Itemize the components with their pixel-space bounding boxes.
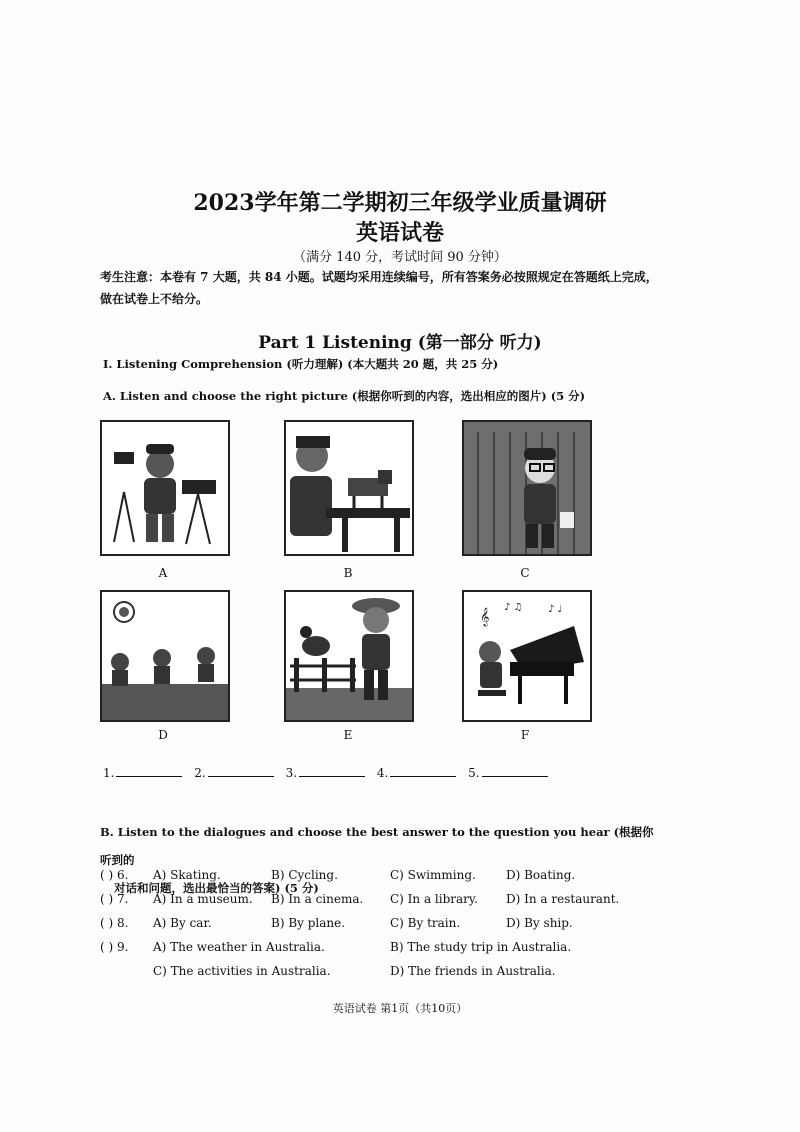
question-9-option-b[interactable]: B) The study trip in Australia. bbox=[390, 940, 572, 954]
question-7-number: ( ) 7. bbox=[100, 892, 129, 906]
section-b-line2: 对话和问题，选出最恰当的答案) (5 分) bbox=[114, 881, 319, 895]
picture-label-c: C bbox=[520, 566, 530, 580]
question-6-option-b[interactable]: B) Cycling. bbox=[271, 868, 338, 882]
picture-label-d: D bbox=[158, 728, 168, 742]
question-9-option-a[interactable]: A) The weather in Australia. bbox=[153, 940, 325, 954]
answer-blank-4[interactable] bbox=[390, 766, 456, 777]
section-heading: I. Listening Comprehension (听力理解) (本大题共 20 题，共 25 分) bbox=[103, 357, 499, 371]
robot-dog-illustration bbox=[286, 422, 412, 554]
question-9-number: ( ) 9. bbox=[100, 940, 129, 954]
cameraman-illustration bbox=[102, 422, 228, 554]
part-title: Part 1 Listening (第一部分 听力) bbox=[258, 333, 542, 353]
blank-label: 4. bbox=[376, 766, 389, 780]
picture-label-b: B bbox=[343, 566, 353, 580]
question-8-option-d[interactable]: D) By ship. bbox=[506, 916, 573, 930]
question-9-option-c[interactable]: C) The activities in Australia. bbox=[153, 964, 331, 978]
exam-score-time: （满分 140 分，考试时间 90 分钟） bbox=[293, 250, 507, 265]
svg-text:♪ ♩: ♪ ♩ bbox=[548, 604, 563, 615]
blank-label: 2. bbox=[194, 766, 206, 780]
picture-e bbox=[284, 590, 414, 722]
picture-d bbox=[100, 590, 230, 722]
picture-label-e: E bbox=[343, 728, 353, 742]
page-footer: 英语试卷 第1页（共10页） bbox=[332, 1002, 468, 1015]
question-7-option-d[interactable]: D) In a restaurant. bbox=[506, 892, 620, 906]
blank-label: 3. bbox=[285, 766, 298, 780]
section-a-heading: A. Listen and choose the right picture (根据你听到的内容，选出相应的图片) (5 分) bbox=[103, 389, 586, 403]
section-b-line1: B. Listen to the dialogues and choose the best answer to the question you hear (根据你听到的 bbox=[100, 825, 654, 867]
answer-blanks bbox=[103, 766, 556, 780]
fence-painter-illustration bbox=[464, 422, 590, 554]
answer-blank-1[interactable] bbox=[116, 766, 182, 777]
answer-blank-3[interactable] bbox=[299, 766, 365, 777]
blank-label: 1. bbox=[103, 766, 115, 780]
question-6-option-d[interactable]: D) Boating. bbox=[506, 868, 576, 882]
question-6-option-a[interactable]: A) Skating. bbox=[153, 868, 221, 882]
piano-player-illustration bbox=[464, 592, 590, 720]
question-7-option-b[interactable]: B) In a cinema. bbox=[271, 892, 364, 906]
question-6-number: ( ) 6. bbox=[100, 868, 129, 882]
picture-c bbox=[462, 420, 592, 556]
farm-rooster-illustration bbox=[286, 592, 412, 720]
exam-notice: 考生注意：本卷有 7 大题，共 84 小题。试题均采用连续编号，所有答案务必按照规定在答题纸上完成，做在试卷上不给分。 bbox=[100, 270, 658, 306]
question-7-option-c[interactable]: C) In a library. bbox=[390, 892, 478, 906]
picture-label-f: F bbox=[520, 728, 530, 742]
answer-blank-5[interactable] bbox=[482, 766, 548, 777]
children-outdoors-illustration bbox=[102, 592, 228, 720]
svg-text:𝄞: 𝄞 bbox=[480, 607, 490, 626]
question-8-option-b[interactable]: B) By plane. bbox=[271, 916, 346, 930]
svg-text:♪ ♫: ♪ ♫ bbox=[504, 602, 523, 613]
picture-b bbox=[284, 420, 414, 556]
question-7-option-a[interactable]: A) In a museum. bbox=[153, 892, 253, 906]
question-8-option-c[interactable]: C) By train. bbox=[390, 916, 461, 930]
question-9-option-d[interactable]: D) The friends in Australia. bbox=[390, 964, 556, 978]
picture-f bbox=[462, 590, 592, 722]
blank-label: 5. bbox=[468, 766, 480, 780]
section-b-heading bbox=[100, 818, 660, 902]
question-8-number: ( ) 8. bbox=[100, 916, 129, 930]
picture-a bbox=[100, 420, 230, 556]
exam-subject: 英语试卷 bbox=[355, 220, 444, 246]
question-6-option-c[interactable]: C) Swimming. bbox=[390, 868, 476, 882]
answer-blank-2[interactable] bbox=[208, 766, 274, 777]
exam-title: 2023学年第二学期初三年级学业质量调研 bbox=[193, 190, 607, 216]
picture-label-a: A bbox=[158, 566, 168, 580]
question-8-option-a[interactable]: A) By car. bbox=[153, 916, 212, 930]
